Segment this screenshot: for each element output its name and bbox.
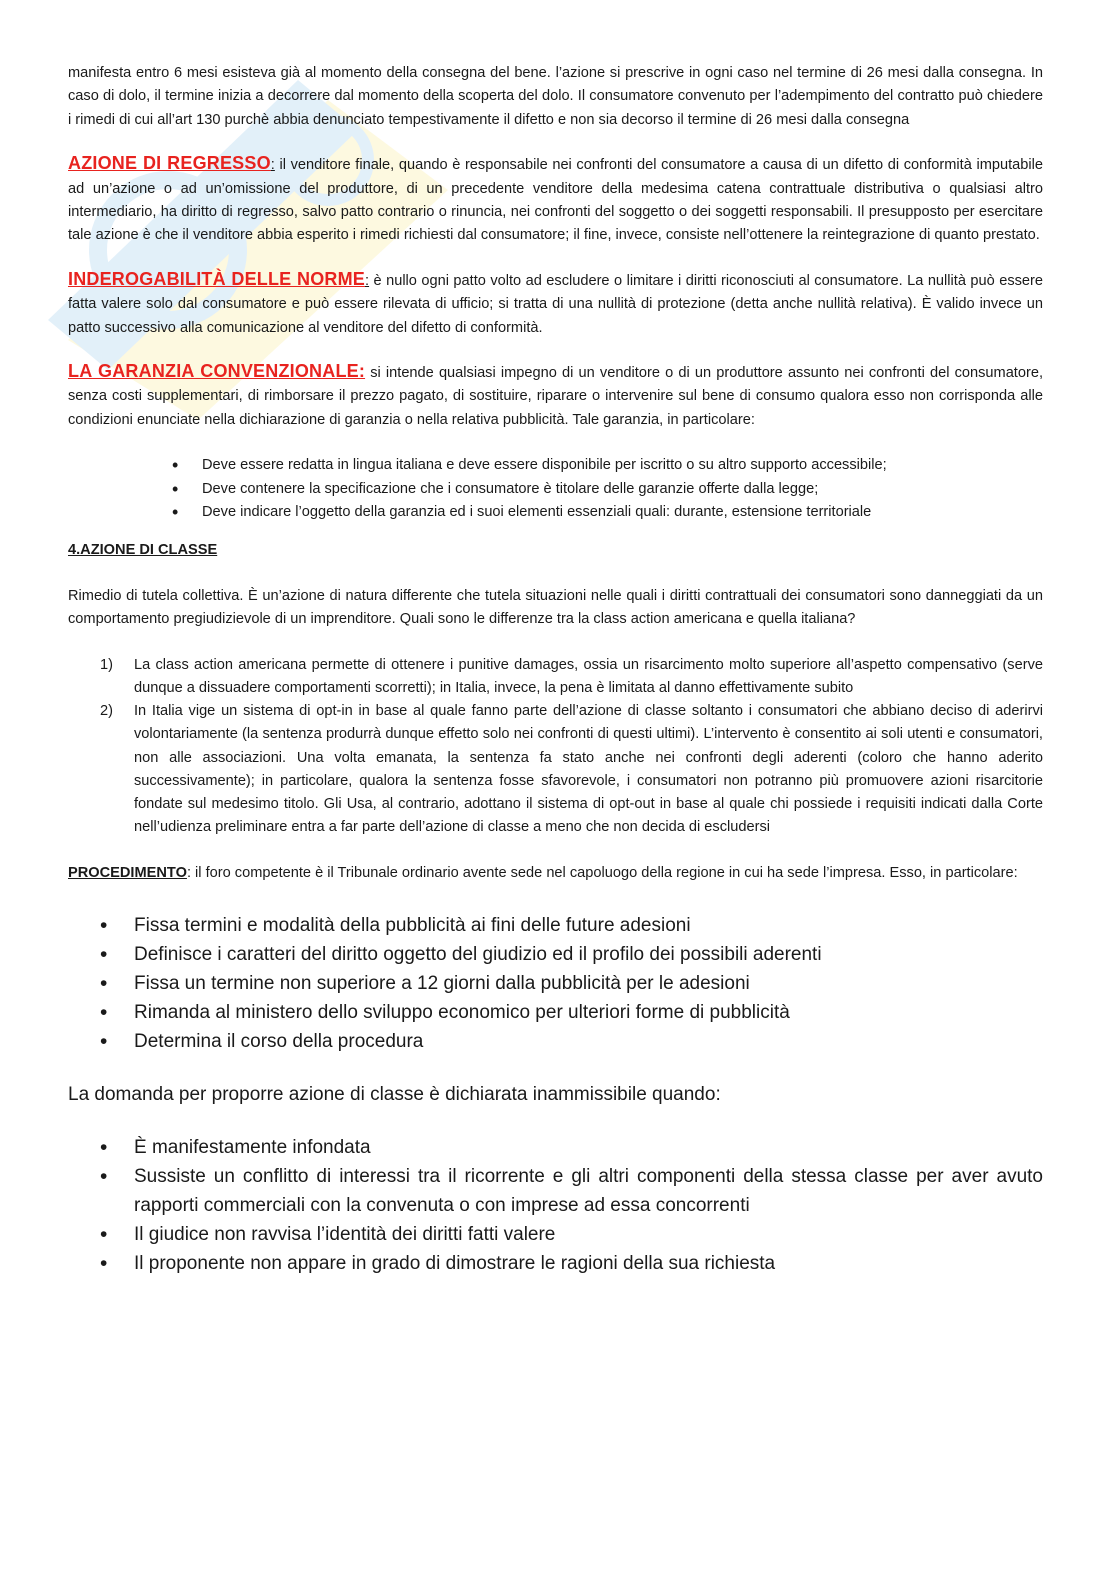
list-item: • Definisce i caratteri del diritto oggetto del giudizio ed il profilo dei possibili aderenti (134, 940, 1043, 969)
list-item: • Fissa un termine non superiore a 12 giorni dalla pubblicità per le adesioni (134, 969, 1043, 998)
procedimento-text: : il foro competente è il Tribunale ordinario avente sede nel capoluogo della regione in cui ha sede l’impresa. Esso, in particolare: (186, 864, 1018, 881)
list-item: • Il giudice non ravvisa l’identità dei diritti fatti valere (134, 1220, 1043, 1249)
list-item: • Fissa termini e modalità della pubblicità ai fini delle future adesioni (134, 911, 1043, 940)
differences-list (68, 654, 1043, 840)
list-item: • È manifestamente infondata (134, 1133, 1043, 1162)
list-item: • Sussiste un conflitto di interessi tra il ricorrente e gli altri componenti della stessa classe per aver avuto rapporti commerciali con la convenuta o con imprese ad essa concorrenti (134, 1162, 1043, 1220)
list-item: • Il proponente non appare in grado di dimostrare le ragioni della sua richiesta (134, 1249, 1043, 1278)
list-item: • Deve contenere la specificazione che i consumatore è titolare delle garanzie offerte dalla legge; (202, 478, 1043, 502)
garanzia-text: si intende qualsiasi impegno di un venditore o di un produttore assunto nei confronti del consumatore, senza costi supplementari, di rimborsare il prezzo pagato, di sostituire, riparare o intervenire sul bene di consumo qualora esso non corrisponda alle condizioni enunciate nella dichiarazione di garanzia o nella relativa pubblicità. Tale garanzia, in particolare: (68, 365, 1044, 428)
list-item: • Rimanda al ministero dello sviluppo economico per ulteriori forme di pubblicità (134, 998, 1043, 1027)
list-item: 2) In Italia vige un sistema di opt-in in base al quale fanno parte dell’azione di classe soltanto i consumatori che abbiano deciso di aderirvi volontariamente (la sentenza produrrà dunque effetto solo nei confronti di questi ultimi). L’intervento è consentito ai soli utenti e consumatori, non alle associazioni. Una volta emanata, la sentenza fa stato anche nei confronti degli aderenti (coloro che hanno aderito successivamente); in particolare, qualora la sentenza fosse sfavorevole, i consumatori non potranno più promuovere azioni risarcitorie fondate sul medesimo titolo. Gli Usa, al contrario, adottano il sistema di opt-out in base al quale chi possiede i requisiti indicati dalla Corte nell’udienza preliminare entra a far parte dell’azione di classe a meno che non decida di escludersi (100, 703, 1043, 836)
garanzia-heading: LA GARANZIA CONVENZIONALE: (68, 361, 366, 382)
list-item: • Deve essere redatta in lingua italiana e deve essere disponibile per iscritto o su altro supporto accessibile; (202, 454, 1043, 478)
inammissibile-list (68, 1133, 1043, 1278)
list-item: • Determina il corso della procedura (134, 1027, 1043, 1056)
inammissibile-paragraph: La domanda per proporre azione di classe è dichiarata inammissibile quando: (68, 1083, 721, 1105)
garanzia-paragraph (68, 360, 1043, 432)
garanzia-list (68, 454, 1043, 525)
list-item: 1) La class action americana permette di ottenere i punitive damages, ossia un risarcimento molto superiore all’aspetto compensativo (serve dunque a dissuadere comportamenti scorretti); in Italia, invece, la pena è limitata al danno effettivamente subito (100, 656, 1043, 697)
inderogabilita-text: è nullo ogni patto volto ad escludere o limitare i diritti riconosciuti al consumatore. La nullità può essere fatta valere solo dal consumatore e può essere rilevata di ufficio; si tratta di una nullità di protezione (detta anche nullità relativa). È valido invece un patto successivo alla comunicazione al venditore del difetto di conformità. (68, 272, 1044, 336)
list-item: • Deve indicare l’oggetto della garanzia ed i suoi elementi essenziali quali: durante, estensione territoriale (202, 501, 1043, 525)
inderogabilita-paragraph (68, 268, 1043, 340)
regresso-paragraph (68, 152, 1043, 248)
document-content (68, 62, 1043, 1278)
procedimento-paragraph (68, 862, 1043, 885)
intro-paragraph: manifesta entro 6 mesi esisteva già al momento della consegna del bene. l’azione si prescrive in ogni caso nel termine di 26 mesi dalla consegna. In caso di dolo, il termine inizia a decorrere dal momento della scoperta del dolo. Il consumatore convenuto per l’adempimento del contratto può chiedere i rimedi di cui all’art 130 purchè abbia denunciato tempestivamente il difetto e non sia decorso il termine di 26 mesi dalla consegna (68, 65, 1043, 128)
section-title: 4.AZIONE DI CLASSE (68, 542, 218, 559)
procedimento-heading: PROCEDIMENTO (68, 864, 187, 881)
regresso-heading: AZIONE DI REGRESSO (68, 153, 271, 174)
procedimento-list (68, 911, 1043, 1056)
inderogabilita-heading: INDEROGABILITÀ DELLE NORME (68, 268, 365, 289)
classe-intro-paragraph: Rimedio di tutela collettiva. È un’azione di natura differente che tutela situazioni nelle quali i diritti contrattuali dei consumatori sono danneggiati da un comportamento pregiudizievole di un imprenditore. Quali sono le differenze tra la class action americana e quella italiana? (68, 588, 1043, 628)
inderogabilita-sep: : (365, 272, 370, 289)
regresso-text: il venditore finale, quando è responsabile nei confronti del consumatore a causa di un difetto di conformità imputabile ad un’azione o ad un’omissione del produttore, di un precedente venditore della medesima catena contrattuale distributiva o qualsiasi altro intermediario, ha diritto di regresso, salvo patto contrario o rinuncia, nei confronti del soggetto o dei soggetti responsabili. Il presupposto per esercitare tale azione è che il venditore abbia esperito i rimedi richiesti dal consumatore; il fine, invece, consiste nell’ottenere la reintegrazione di quanto prestato. (68, 157, 1043, 244)
regresso-sep: : (270, 157, 275, 174)
